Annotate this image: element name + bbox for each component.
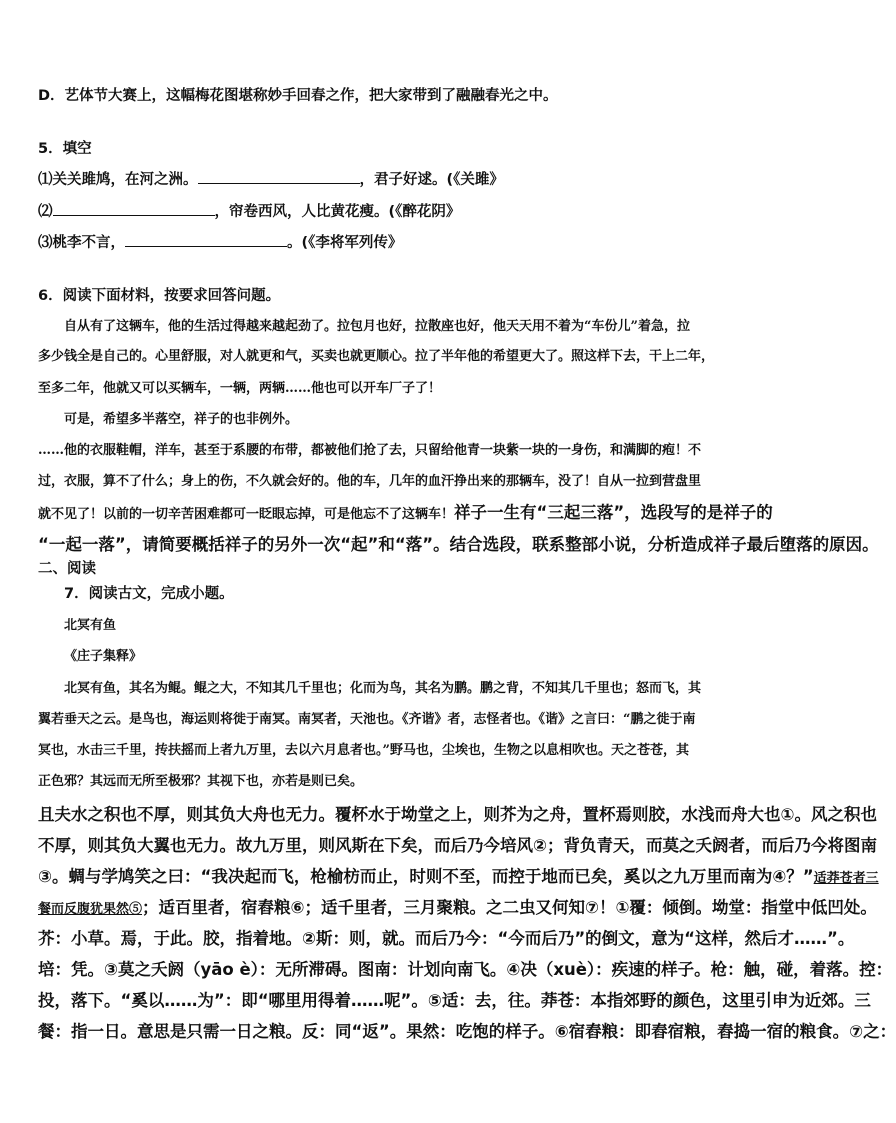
q7-notes-line-3: ③。蜩与学鸠笑之曰：“我决起而飞，枪榆枋而止，时则不至，而控于地而已矣，奚以之九万里而南为④？”适莽苍者三 <box>38 867 879 886</box>
q7-passage-source: 《庄子集释》 <box>64 649 143 664</box>
q6-passage-line-1: 自从有了这辆车，他的生活过得越来越起劲了。拉包月也好，拉散座也好，他天天用不着为“车份儿”着急，拉 <box>64 319 690 334</box>
answer-blank-1[interactable] <box>198 170 360 184</box>
q7-passage-line-2: 翼若垂天之云。是鸟也，海运则将徙于南冥。南冥者，天池也。《齐谐》者，志怪者也。《谐》之言曰：“鹏之徙于南 <box>38 712 696 727</box>
q7-passage-line-1: 北冥有鱼，其名为鲲。鲲之大，不知其几千里也；化而为鸟，其名为鹏。鹏之背，不知其几千里也；怒而飞，其 <box>64 681 702 696</box>
underlined-sentence-part-1: 适莽苍者三 <box>813 871 879 886</box>
q7-notes-line-8: 餐：指一日。意思是只需一日之粮。反：同“返”。果然：吃饱的样子。⑥宿舂粮：即舂宿粮，舂捣一宿的粮食。⑦之： <box>38 1022 896 1041</box>
q6-passage-line-5: ……他的衣服鞋帽，洋车，甚至于系腰的布带，都被他们抢了去，只留给他青一块紫一块的一身伤，和满脚的疱！不 <box>38 443 702 458</box>
q4-option-d: D．艺体节大赛上，这幅梅花图堪称妙手回春之作，把大家带到了融融春光之中。 <box>38 88 558 104</box>
q7-notes-line-7: 投，落下。“奚以……为”：即“哪里用得着……呢”。⑤适：去，往。莽苍：本指郊野的颜色，这里引申为近郊。三 <box>38 991 871 1010</box>
q7-notes-line-2: 不厚，则其负大翼也无力。故九万里，则风斯在下矣，而后乃今培风②；背负青天，而莫之夭阏者，而后乃今将图南 <box>38 836 877 855</box>
q5-item-3: ⑶桃李不言， 。(《李将军列传》 <box>38 235 403 251</box>
q6-question: “一起一落”，请简要概括祥子的另外一次“起”和“落”。结合选段，联系整部小说，分析造成祥子最后堕落的原因。 <box>38 535 879 554</box>
q6-passage-line-2: 多少钱全是自己的。心里舒服，对人就更和气，买卖也就更顺心。拉了半年他的希望更大了。照这样下去，干上二年， <box>38 349 715 364</box>
q7-passage-line-3: 冥也，水击三千里，抟扶摇而上者九万里，去以六月息者也。”野马也，尘埃也，生物之以息相吹也。天之苍苍，其 <box>38 743 689 758</box>
underlined-sentence-part-2: 餐而反腹犹果然⑤ <box>38 902 143 917</box>
q7-notes-line-1: 且夫水之积也不厚，则其负大舟也无力。覆杯水于坳堂之上，则芥为之舟，置杯焉则胶，水浅而舟大也①。风之积也 <box>38 805 877 824</box>
section-2-title: 二、阅读 <box>38 561 96 577</box>
q5-item-1: ⑴关关雎鸠，在河之洲。 ，君子好逑。(《关雎》 <box>38 172 504 188</box>
q6-passage-line-7: 就不见了！以前的一切辛苦困难都可一眨眼忘掉，可是他忘不了这辆车！祥子一生有“三起三落”，选段写的是祥子的 <box>38 503 773 522</box>
q7-notes-line-6: 培：凭。③莫之夭阏（yāo è）：无所滞碍。图南：计划向南飞。④决（xuè）：疾速的样子。枪：触，碰，着落。控： <box>38 960 893 979</box>
q5-item-2: ⑵ ，帘卷西风，人比黄花瘦。(《醉花阴》 <box>38 204 461 220</box>
q7-passage-line-4: 正色邪？其远而无所至极邪？其视下也，亦若是则已矣。 <box>38 774 364 789</box>
q6-title: 6．阅读下面材料，按要求回答问题。 <box>38 288 281 304</box>
answer-blank-2[interactable] <box>53 202 215 216</box>
q7-passage-heading: 北冥有鱼 <box>64 618 117 633</box>
q5-title: 5．填空 <box>38 141 92 157</box>
q6-passage-line-6: 过，衣服，算不了什么；身上的伤，不久就会好的。他的车，几年的血汗挣出来的那辆车，没了！自从一拉到营盘里 <box>38 474 702 489</box>
q6-passage-line-4: 可是，希望多半落空，祥子的也非例外。 <box>64 412 299 427</box>
q7-notes-line-4: 餐而反腹犹果然⑤；适百里者，宿舂粮⑥；适千里者，三月聚粮。之二虫又何知⑦！①覆：倾倒。坳堂：指堂中低凹处。 <box>38 898 877 917</box>
q6-passage-line-3: 至多二年，他就又可以买辆车，一辆，两辆……他也可以开车厂子了！ <box>38 381 442 396</box>
answer-blank-3[interactable] <box>125 233 287 247</box>
q7-title: 7．阅读古文，完成小题。 <box>64 586 234 602</box>
q7-notes-line-5: 芥：小草。焉，于此。胶，指着地。②斯：则，就。而后乃今：“今而后乃”的倒文，意为“这样，然后才……”。 <box>38 929 855 948</box>
